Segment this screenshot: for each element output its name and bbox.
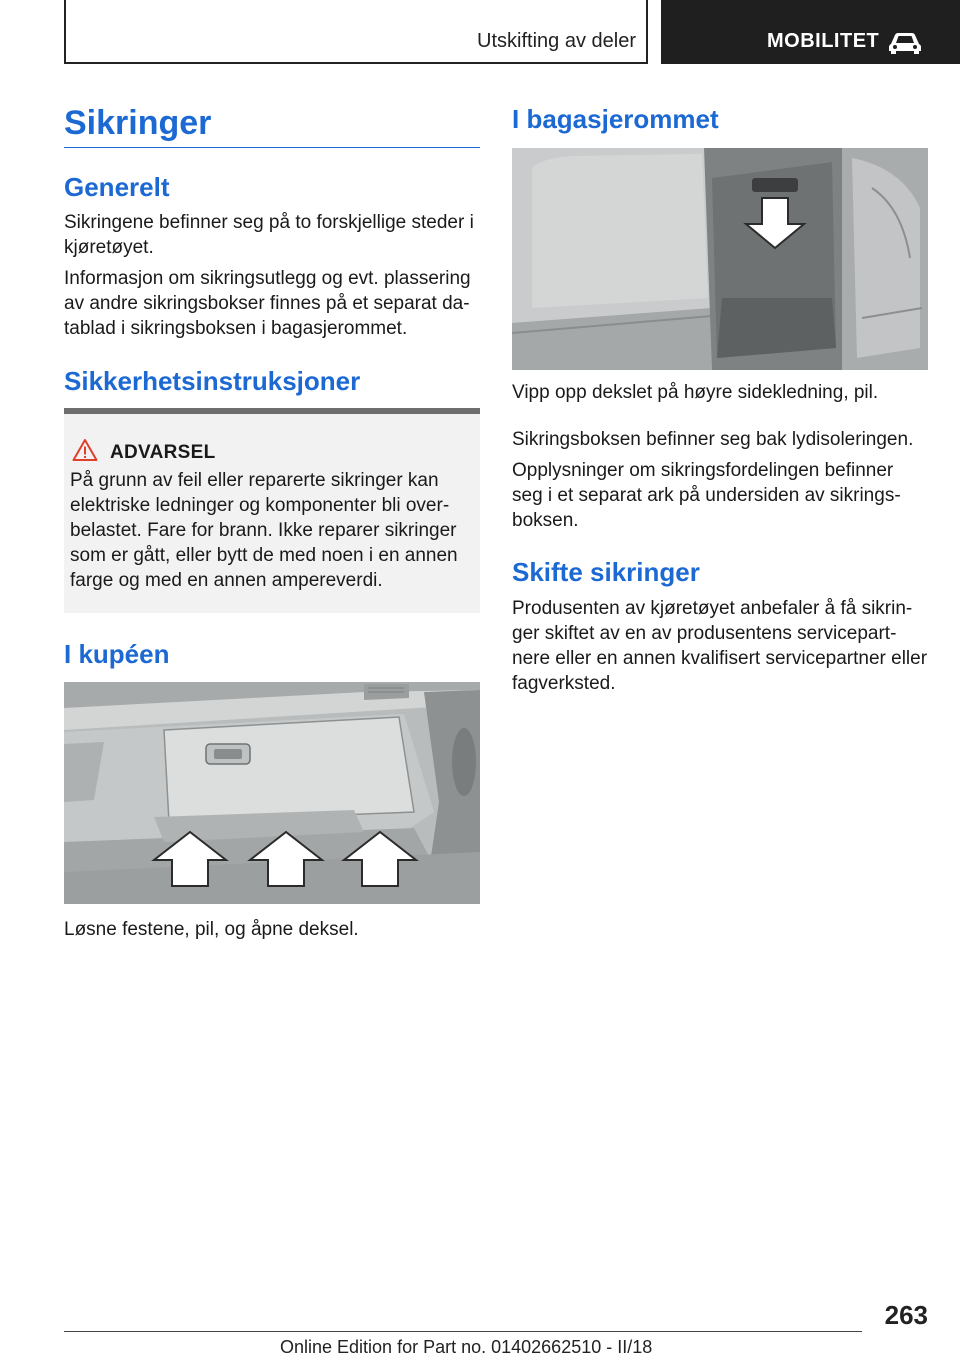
header-chapter-box <box>661 0 960 64</box>
glovebox-illustration <box>64 682 480 904</box>
trunk-illustration <box>512 148 928 370</box>
skifte-paragraph-1: Produsenten av kjøretøyet anbefaler å få sikringer skiftet av en av produsentens servicepartnere eller en annen kvalifisert servicepartner eller fagverksted. <box>512 598 928 694</box>
heading-generelt: Generelt <box>64 172 170 202</box>
page-title: Sikringer <box>64 104 212 142</box>
bagasje-paragraph-1: Vipp opp dekslet på høyre sidekledning, pil. <box>512 382 879 403</box>
car-icon <box>887 30 923 54</box>
page-number: 263 <box>884 1300 928 1330</box>
generelt-paragraph-2: Informasjon om sikringsutlegg og evt. plassering av andre sikringsbokser finnes på et separat datablad i sikringsboksen i bagasjerommet. <box>64 268 471 339</box>
footer-edition: Online Edition for Part no. 01402662510 - II/18 <box>280 1337 653 1357</box>
heading-safety: Sikkerhetsinstruksjoner <box>64 366 361 396</box>
header-section-box <box>64 0 648 64</box>
header-chapter-title: MOBILITET <box>767 30 880 52</box>
heading-skifte-sikringer: Skifte sikringer <box>512 557 700 587</box>
header-section-title: Utskifting av deler <box>477 30 636 52</box>
warning-box <box>64 408 480 613</box>
warning-text: På grunn av feil eller reparerte sikringer kan elektriske ledninger og komponenter bli overbelastet. Fare for brann. Ikke reparer sikringer som er gått, eller bytt de med noen i en annen farge og med en annen ampereverdi. <box>70 470 458 591</box>
heading-kupeen: I kupéen <box>64 639 170 669</box>
generelt-paragraph-1: Sikringene befinner seg på to forskjellige steder i kjøretøyet. <box>64 212 474 258</box>
bagasje-paragraph-3: Opplysninger om sikringsfordelingen befinner seg i et separat ark på undersiden av sikringsboksen. <box>512 460 901 531</box>
kupeen-caption: Løsne festene, pil, og åpne deksel. <box>64 919 359 940</box>
warning-triangle-icon <box>72 438 98 462</box>
footer-rule <box>64 1331 862 1332</box>
warning-title: ADVARSEL <box>110 442 216 463</box>
bagasje-paragraph-2: Sikringsboksen befinner seg bak lydisoleringen. <box>512 429 914 450</box>
title-rule <box>64 147 480 148</box>
heading-bagasjerommet: I bagasjerommet <box>512 104 719 134</box>
